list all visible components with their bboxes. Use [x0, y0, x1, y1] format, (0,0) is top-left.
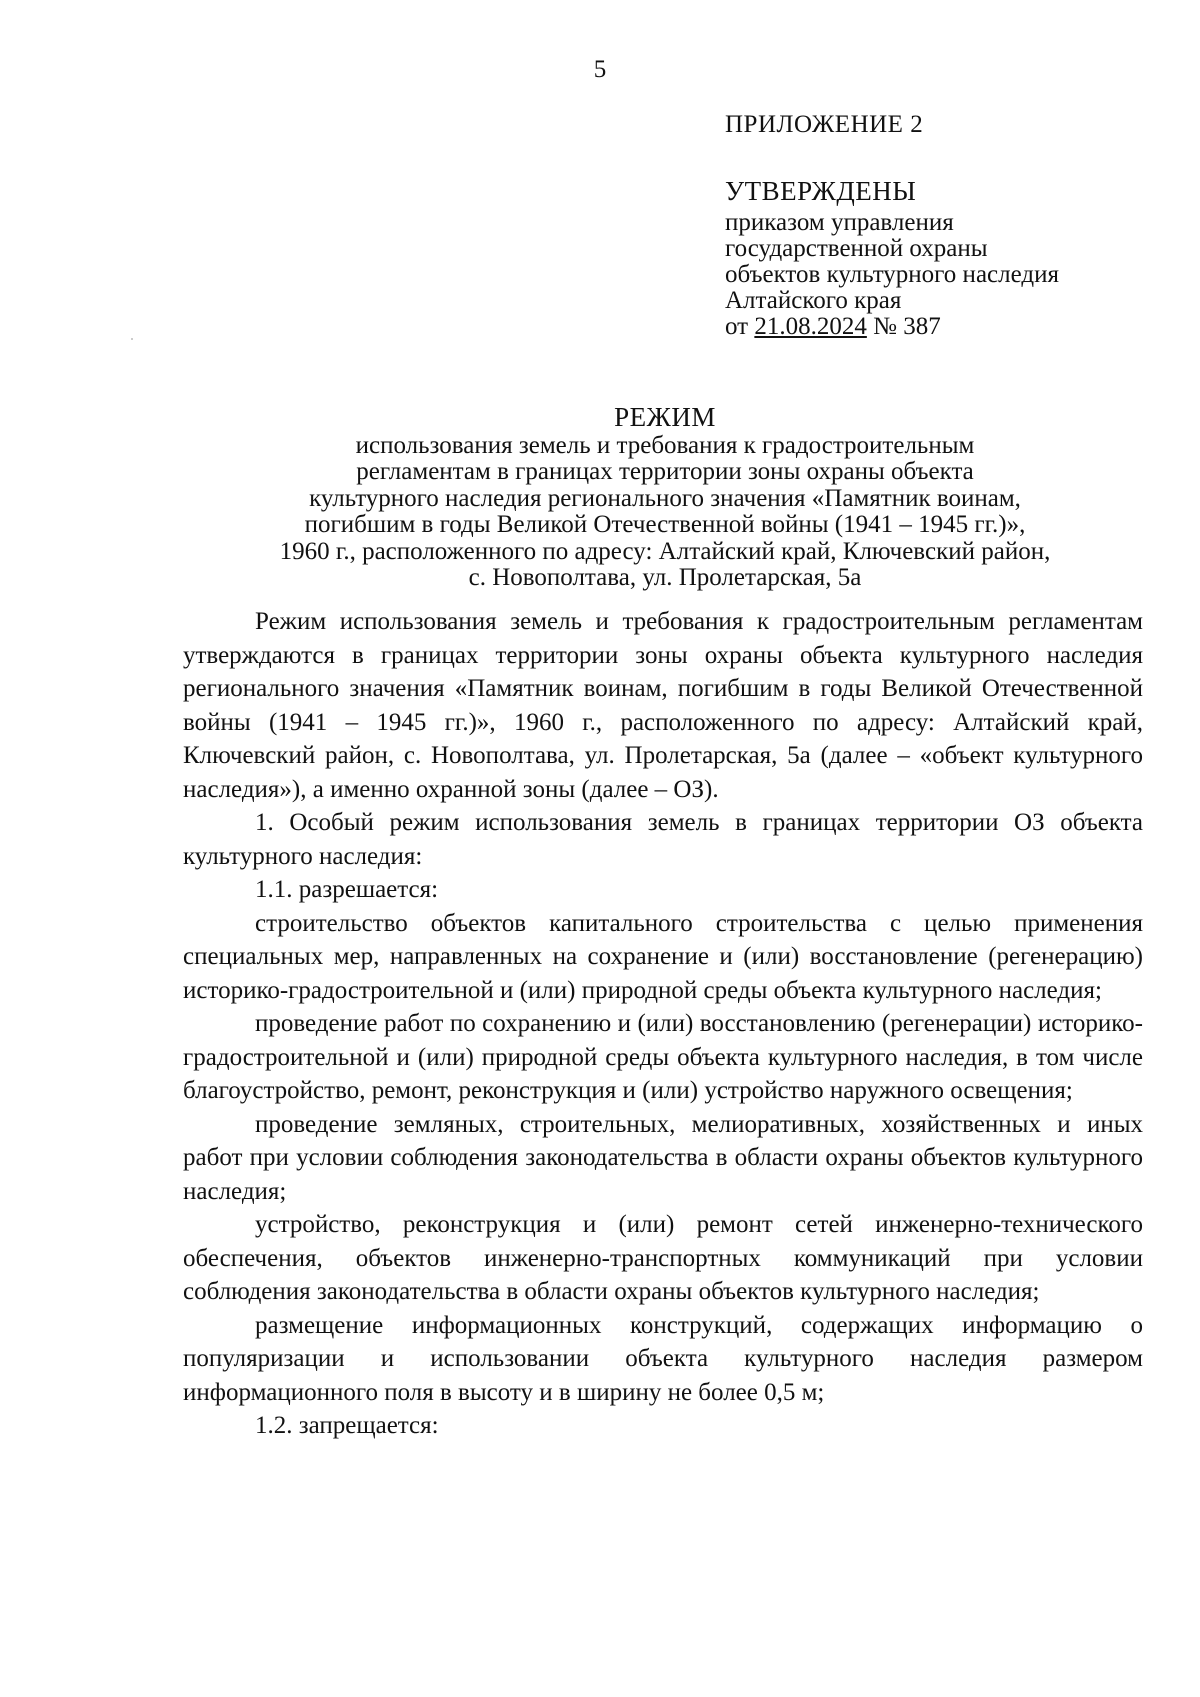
- title-line: регламентам в границах территории зоны охраны объекта: [356, 458, 974, 485]
- approval-line-2: государственной охраны: [725, 235, 988, 262]
- annex-label: ПРИЛОЖЕНИЕ 2: [725, 111, 924, 138]
- document-title: РЕЖИМ: [614, 402, 716, 432]
- approval-date: 21.08.2024: [754, 313, 867, 340]
- title-line: погибшим в годы Великой Отечественной войны (1941 – 1945 гг.)»,: [304, 511, 1026, 538]
- document-body: [183, 605, 1143, 1443]
- title-line: с. Новополтава, ул. Пролетарская, 5а: [468, 564, 862, 591]
- page-number: 5: [593, 56, 607, 83]
- allowed-item-preservation-works: проведение работ по сохранению и (или) восстановлению (регенерации) историко-градостроительной и (или) природной среды объекта культурного наследия, в том числе благоустройство, ремонт, реконструкция и (или) устройство наружного освещения;: [183, 1010, 1143, 1104]
- approval-line-4: Алтайского края: [725, 287, 902, 314]
- approval-number: № 387: [866, 313, 941, 340]
- allowed-item-utility-networks: устройство, реконструкция и (или) ремонт сетей инженерно-технического обеспечения, объектов инженерно-транспортных коммуникаций при условии соблюдения законодательства в области охраны объектов культурного наследия;: [183, 1211, 1143, 1305]
- allowed-item-construction: строительство объектов капитального строительства с целью применения специальных мер, направленных на сохранение и (или) восстановление (регенерацию) историко-градостроительной и (или) природной среды объекта культурного наследия;: [183, 909, 1143, 1004]
- scan-artifact: [131, 338, 133, 340]
- title-line: 1960 г., расположенного по адресу: Алтайский край, Ключевский район,: [279, 537, 1051, 565]
- approval-line-1: приказом управления: [725, 209, 954, 236]
- subsection-1-1-heading: 1.1. разрешается:: [255, 876, 439, 903]
- allowed-item-earthworks: проведение земляных, строительных, мелиоративных, хозяйственных и иных работ при условии соблюдения законодательства в области охраны объектов культурного наследия;: [183, 1110, 1143, 1205]
- section-1-heading: 1. Особый режим использования земель в границах территории ОЗ объекта культурного наследия:: [183, 809, 1143, 870]
- document-title-block: [0, 404, 1200, 592]
- approval-date-line: [725, 314, 1059, 340]
- approved-label: УТВЕРЖДЕНЫ: [725, 176, 917, 206]
- title-line: использования земель и требования к градостроительным: [355, 431, 975, 459]
- approval-line-3: объектов культурного наследия: [725, 261, 1059, 288]
- approval-stamp-block: [725, 112, 1059, 340]
- title-line: культурного наследия регионального значения «Памятник воинам,: [309, 484, 1021, 512]
- subsection-1-2-heading: 1.2. запрещается:: [255, 1412, 439, 1439]
- approval-date-prefix: от: [725, 313, 755, 340]
- allowed-item-info-constructions: размещение информационных конструкций, содержащих информацию о популяризации и использовании объекта культурного наследия размером информационного поля в высоту и в ширину не более 0,5 м;: [183, 1311, 1143, 1406]
- intro-paragraph: Режим использования земель и требования к градостроительным регламентам утверждаются в границах территории зоны охраны объекта культурного наследия регионального значения «Памятник воинам, погибшим в годы Великой Отечественной войны (1941 – 1945 гг.)», 1960 г., расположенного по адресу: Алтайский край, Ключевский район, с. Новополтава, ул. Пролетарская, 5а (далее – «объект культурного наследия»), а именно охранной зоны (далее – ОЗ).: [183, 608, 1143, 803]
